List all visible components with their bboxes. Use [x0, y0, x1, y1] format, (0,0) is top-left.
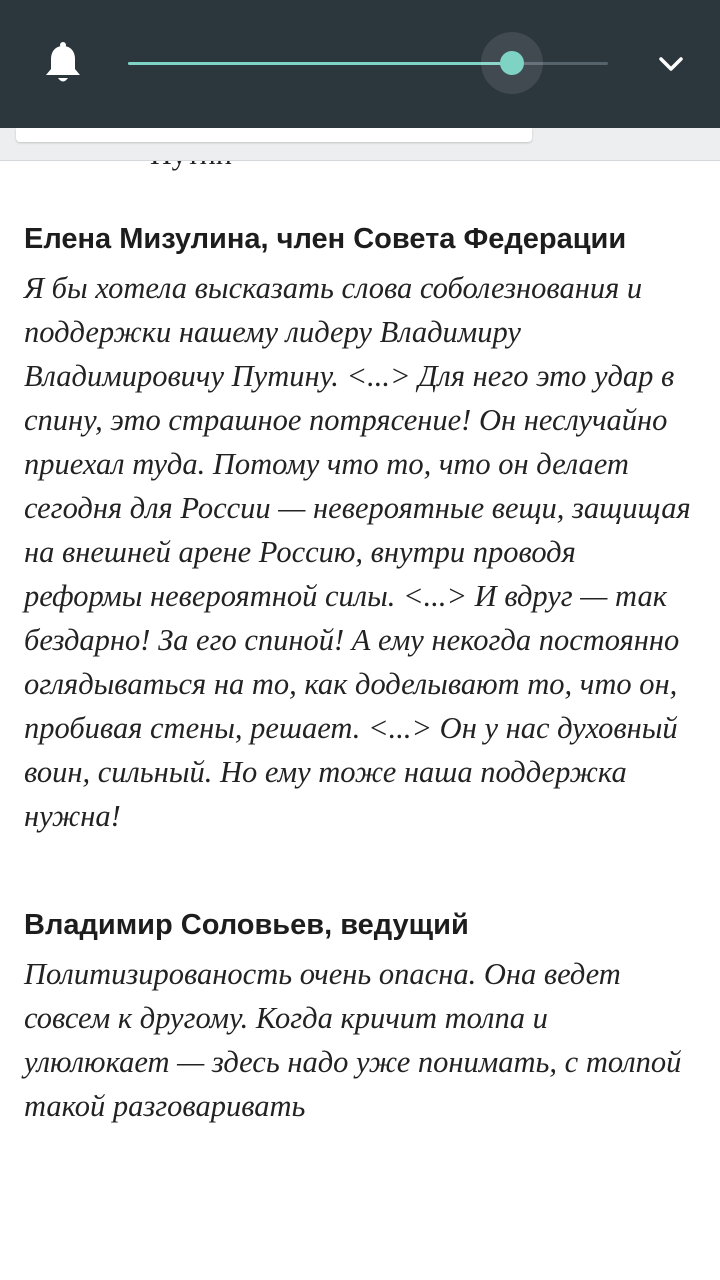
speaker-name: Владимир Соловьев, ведущий	[24, 909, 469, 941]
secondary-toolbar	[0, 128, 720, 161]
speaker-quote: Политизированость очень опасна. Она ведет совсем к другому. Когда кричит толпа и улюлюкает — здесь надо уже понимать, с толпой такой разговаривать	[24, 957, 682, 1123]
chevron-down-icon[interactable]	[656, 52, 686, 76]
speaker-quote: Я бы хотела высказать слова соболезнования и поддержки нашему лидеру Владимиру Владимировичу Путину. <...> Для него это удар в спину, это страшное потрясение! Он неслучайно приехал туда. Потому что то, что он делает сегодня для России — невероятные вещи, защищая на внешней арене Россию, внутри проводя реформы невероятной силы. <...> И вдруг — так бездарно! За его спиной! А ему некогда постоянно оглядываться на то, как доделывают то, что он, пробивая стены, решает. <...> Он у нас духовный воин, сильный. Но ему тоже наша поддержка нужна!	[24, 271, 691, 833]
speaker-name: Елена Мизулина, член Совета Федерации	[24, 223, 627, 255]
quote-entry	[24, 906, 696, 1128]
article-body	[24, 220, 696, 1196]
playback-progress	[128, 62, 512, 65]
slider-thumb[interactable]	[500, 51, 524, 75]
bell-icon[interactable]	[44, 42, 82, 86]
dropdown-card-edge	[16, 128, 532, 142]
audio-player-bar	[0, 0, 720, 128]
playback-slider[interactable]	[128, 62, 608, 65]
quote-entry	[24, 220, 696, 838]
